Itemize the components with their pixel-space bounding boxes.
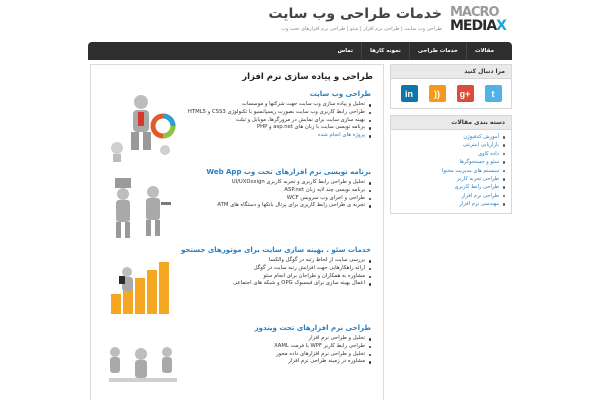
- rss-icon[interactable]: )): [429, 85, 446, 102]
- seo-bullets: [181, 257, 371, 288]
- windows-software-title[interactable]: [181, 324, 371, 332]
- nav-item-articles[interactable]: مقالات: [466, 42, 502, 60]
- nav-item-portfolio[interactable]: نمونه کارها: [361, 42, 409, 60]
- logo-line-macro: MACRO: [450, 5, 499, 20]
- list-item: تحلیل و طراحی نرم افزارهای داده محور: [181, 351, 371, 359]
- list-item: طراحی و اجرای وب سرویس WCF: [181, 195, 371, 203]
- logo-media: MEDIA: [450, 18, 497, 34]
- list-item: تحلیل و پیاده سازی وب سایت جهت شرکتها و موسسات: [181, 101, 371, 109]
- site-header: [88, 0, 512, 40]
- site-tagline: طراحی وب سایت | طراحی نرم افزار | سئو | طراحی نرم افزارهای تحت وب: [281, 26, 442, 32]
- web-app-title-en: Web App: [206, 168, 242, 176]
- category-item[interactable]: طراحی رابط کاربری: [397, 183, 505, 191]
- category-item[interactable]: مهندسی نرم افزار: [397, 200, 505, 208]
- web-app-illustration: [101, 168, 185, 242]
- windows-software-illustration: [101, 324, 185, 398]
- list-item: مشاوره در زمینه طراحی نرم افزار: [181, 358, 371, 366]
- category-item[interactable]: طراحی نرم افزار: [397, 192, 505, 200]
- web-app-bullets: [181, 179, 371, 210]
- nav-item-contact[interactable]: تماس: [337, 48, 354, 54]
- list-item: تجربه ی طراحی رابط کاربری برای پرتال بانکها و دستگاه های ATM: [181, 202, 371, 210]
- category-item[interactable]: بازاریابی اینترنتی: [397, 141, 505, 149]
- web-app-text: [181, 168, 371, 210]
- list-item: طراحی رابط کاربری وب سایت بصورت ریسپانسیو با تکنولوژی CSS3 و HTML5: [181, 109, 371, 117]
- list-item: تحلیل و طراحی رابط کاربری و تجربه کاربری UI/UXDesign: [181, 179, 371, 187]
- category-item[interactable]: آموزش کدفیوژن: [397, 133, 505, 141]
- windows-software-title-text: طراحی نرم افزارهای تحت ویندوز: [254, 324, 371, 332]
- list-item: بررسی سایت از لحاظ رتبه در گوگل والکسا: [181, 257, 371, 265]
- main-content: [90, 64, 384, 400]
- list-item: ارائه راهکارهایی جهت افزایش رتبه سایت در گوگل: [181, 265, 371, 273]
- logo-x: X: [496, 18, 506, 34]
- web-design-title[interactable]: [181, 90, 371, 98]
- projects-link[interactable]: پروژه های انجام شده: [181, 132, 371, 140]
- section-windows-software: [101, 324, 373, 400]
- category-item[interactable]: طراحی تجربه کاربر: [397, 175, 505, 183]
- site-logo[interactable]: [450, 6, 512, 36]
- categories-widget-title: دسته بندی مقالات: [391, 116, 511, 130]
- web-design-title-text: طراحی وب سایت: [309, 90, 371, 98]
- windows-software-bullets: [181, 335, 371, 366]
- section-web-app: [101, 168, 373, 246]
- category-list: [391, 130, 511, 213]
- web-design-bullets: [181, 101, 371, 140]
- logo-line-mediax: [450, 19, 512, 34]
- nav-item-design-services[interactable]: خدمات طراحی: [409, 42, 466, 60]
- seo-text: [181, 246, 371, 288]
- seo-illustration: [101, 246, 185, 320]
- list-item: بهینه سازی سایت برای نمایش در مرورگرها، موبایل و تبلت: [181, 117, 371, 125]
- linkedin-icon[interactable]: in: [401, 85, 418, 102]
- list-item: طراحی رابط کاربر WPF با فرمت XAML: [181, 343, 371, 351]
- list-item: اعمال بهینه سازی برای فیسبوک OPG و شبکه های اجتماعی: [181, 280, 371, 288]
- seo-title-text: خدمات سئو . بهینه سازی سایت برای موتورهای جستجو: [180, 246, 371, 254]
- list-item: تحلیل و طراحی نرم افزار: [181, 335, 371, 343]
- social-links: [391, 79, 511, 108]
- category-item[interactable]: سیستم های مدیریت محتوا: [397, 167, 505, 175]
- section-seo: [101, 246, 373, 324]
- web-app-title-text: برنامه نویسی نرم افزارهای تحت وب: [243, 168, 371, 176]
- web-app-title[interactable]: [181, 168, 371, 176]
- twitter-icon[interactable]: t: [485, 85, 502, 102]
- seo-title[interactable]: [181, 246, 371, 254]
- category-item[interactable]: داده کاوی: [397, 150, 505, 158]
- windows-software-text: [181, 324, 371, 366]
- main-navigation: [88, 42, 512, 60]
- list-item: برنامه نویسی چند لایه زبان ASP.net: [181, 187, 371, 195]
- web-design-text: [181, 90, 371, 140]
- page-title: طراحی و پیاده سازی نرم افزار: [242, 72, 373, 82]
- category-item[interactable]: سئو و جستجوگرها: [397, 158, 505, 166]
- sidebar: [390, 64, 512, 220]
- google-plus-icon[interactable]: g+: [457, 85, 474, 102]
- site-title[interactable]: خدمات طراحی وب سایت: [268, 6, 442, 22]
- section-web-design: [101, 90, 373, 168]
- list-item: مشاوره به همکاران و طراحان برای انجام سئو: [181, 273, 371, 281]
- follow-widget-title: مرا دنبال کنید: [391, 65, 511, 79]
- follow-widget: [390, 64, 512, 109]
- web-design-illustration: [101, 90, 185, 164]
- list-item: برنامه نویسی سایت با زبان های asp.net و PHP: [181, 124, 371, 132]
- categories-widget: [390, 115, 512, 214]
